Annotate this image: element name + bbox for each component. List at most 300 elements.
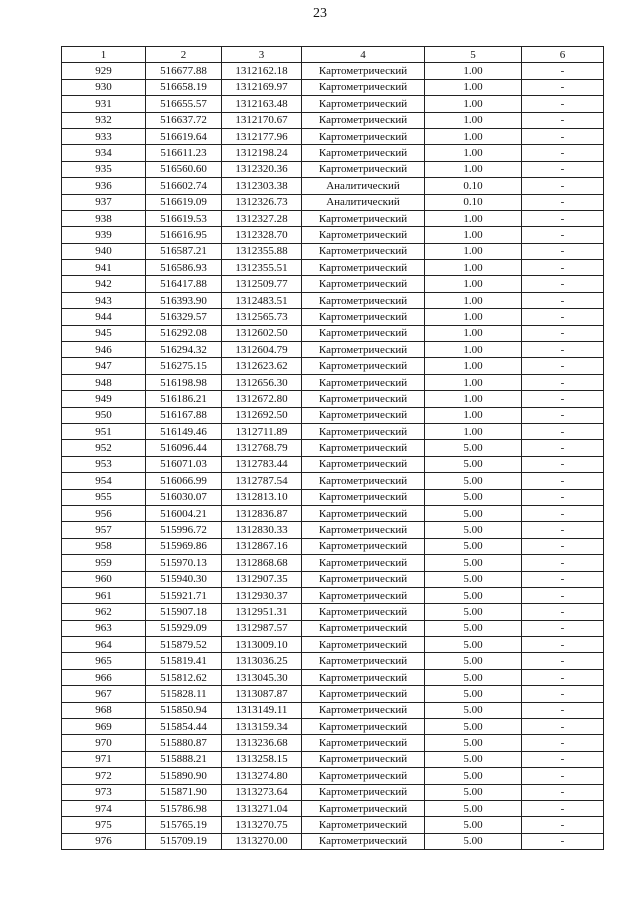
table-row [62,735,604,751]
table-cell: Картометрический [302,768,425,784]
table-row [62,276,604,292]
table-cell: 5.00 [425,571,522,587]
page-number: 23 [313,6,327,21]
table-cell: 515854.44 [146,719,222,735]
table-cell: Картометрический [302,735,425,751]
table-cell: 5.00 [425,702,522,718]
table-cell: Картометрический [302,227,425,243]
table-cell: 516275.15 [146,358,222,374]
table-cell: 5.00 [425,456,522,472]
table-cell: Картометрический [302,79,425,95]
table-cell: Картометрический [302,505,425,521]
table-cell: - [522,768,604,784]
table-cell: Картометрический [302,63,425,79]
table-cell: - [522,637,604,653]
table-cell: 1.00 [425,128,522,144]
table-cell: - [522,440,604,456]
table-row [62,63,604,79]
table-cell: 515819.41 [146,653,222,669]
table-cell: 1313236.68 [222,735,302,751]
table-cell: Картометрический [302,407,425,423]
table-cell: 968 [62,702,146,718]
table-cell: 1312951.31 [222,604,302,620]
table-cell: Картометрический [302,342,425,358]
table-row [62,571,604,587]
table-cell: Картометрический [302,669,425,685]
table-cell: Картометрический [302,128,425,144]
table-cell: 1.00 [425,391,522,407]
table-cell: 515890.90 [146,768,222,784]
table-cell: 1312656.30 [222,374,302,390]
table-cell: 963 [62,620,146,636]
table-cell: Картометрический [302,751,425,767]
table-cell: - [522,161,604,177]
table-cell: - [522,227,604,243]
table-cell: 516616.95 [146,227,222,243]
table-cell: Картометрический [302,440,425,456]
table-cell: - [522,751,604,767]
table-cell: - [522,817,604,833]
table-cell: 1312813.10 [222,489,302,505]
table-cell: 515907.18 [146,604,222,620]
table-row [62,800,604,816]
table-cell: 5.00 [425,522,522,538]
table-cell: Картометрический [302,604,425,620]
table-cell: Картометрический [302,686,425,702]
table-cell: 5.00 [425,800,522,816]
table-row [62,325,604,341]
table-row [62,440,604,456]
table-cell: 1312987.57 [222,620,302,636]
table-cell: 1.00 [425,309,522,325]
table-row [62,112,604,128]
table-cell: Картометрический [302,637,425,653]
table-cell: 1.00 [425,260,522,276]
table-cell: 516619.53 [146,210,222,226]
table-cell: 1.00 [425,374,522,390]
table-cell: 1312623.62 [222,358,302,374]
table-cell: 1312602.50 [222,325,302,341]
table-cell: 1313009.10 [222,637,302,653]
table-cell: 1312565.73 [222,309,302,325]
table-cell: 1313274.80 [222,768,302,784]
table-cell: 515969.86 [146,538,222,554]
table-row [62,309,604,325]
table-cell: 516186.21 [146,391,222,407]
table-cell: - [522,309,604,325]
table-cell: 516393.90 [146,292,222,308]
table-cell: - [522,260,604,276]
table-cell: 515929.09 [146,620,222,636]
table-cell: - [522,210,604,226]
table-row [62,555,604,571]
table-cell: 936 [62,178,146,194]
table-row [62,342,604,358]
table-cell: 5.00 [425,555,522,571]
table-cell: Картометрический [302,653,425,669]
table-row [62,178,604,194]
table-cell: 5.00 [425,620,522,636]
table-cell: 940 [62,243,146,259]
table-cell: - [522,833,604,849]
table-cell: Картометрический [302,571,425,587]
table-row [62,423,604,439]
table-cell: 972 [62,768,146,784]
table-row [62,407,604,423]
table-row [62,227,604,243]
table-cell: 1.00 [425,276,522,292]
table-cell: Картометрический [302,309,425,325]
table-cell: - [522,702,604,718]
table-cell: 1312830.33 [222,522,302,538]
table-cell: 5.00 [425,768,522,784]
table-cell: 516292.08 [146,325,222,341]
table-cell: Картометрический [302,538,425,554]
table-row [62,686,604,702]
table-cell: 947 [62,358,146,374]
table-row [62,391,604,407]
table-row [62,374,604,390]
table-cell: 1312604.79 [222,342,302,358]
table-cell: 5.00 [425,653,522,669]
table-cell: 1.00 [425,96,522,112]
table-row [62,587,604,603]
table-row [62,79,604,95]
table-cell: 950 [62,407,146,423]
table-row [62,145,604,161]
table-cell: Картометрический [302,243,425,259]
table-row [62,210,604,226]
table-cell: 1313271.04 [222,800,302,816]
table-cell: - [522,423,604,439]
table-cell: 1.00 [425,145,522,161]
table-cell: - [522,686,604,702]
table-cell: 5.00 [425,505,522,521]
table-cell: Картометрический [302,719,425,735]
table-cell: - [522,604,604,620]
table-cell: 1312787.54 [222,473,302,489]
table-cell: 1.00 [425,325,522,341]
table-row [62,128,604,144]
table-cell: 5.00 [425,833,522,849]
table-cell: 5.00 [425,473,522,489]
table-cell: 516149.46 [146,423,222,439]
table-cell: 1312163.48 [222,96,302,112]
table-cell: 516066.99 [146,473,222,489]
table-cell: 942 [62,276,146,292]
table-cell: 1.00 [425,358,522,374]
table-cell: 956 [62,505,146,521]
table-cell: 1312320.36 [222,161,302,177]
table-cell: 515786.98 [146,800,222,816]
table-cell: Картометрический [302,702,425,718]
table-cell: 5.00 [425,604,522,620]
table-cell: 943 [62,292,146,308]
table-cell: - [522,96,604,112]
table-cell: - [522,719,604,735]
table-row [62,637,604,653]
table-cell: Картометрический [302,391,425,407]
table-cell: - [522,63,604,79]
table-cell: 516294.32 [146,342,222,358]
table-cell: 515970.13 [146,555,222,571]
table-cell: - [522,473,604,489]
table-cell: 1312327.28 [222,210,302,226]
table-row [62,719,604,735]
table-cell: 932 [62,112,146,128]
table-cell: Картометрический [302,620,425,636]
table-cell: 1.00 [425,210,522,226]
table-cell: 5.00 [425,440,522,456]
table-cell: Картометрический [302,145,425,161]
table-cell: Картометрический [302,473,425,489]
table-cell: 516619.09 [146,194,222,210]
table-cell: Аналитический [302,194,425,210]
table-cell: 5.00 [425,784,522,800]
table-cell: 975 [62,817,146,833]
table-cell: Картометрический [302,260,425,276]
table-cell: 1312198.24 [222,145,302,161]
table-cell: 515888.21 [146,751,222,767]
column-header: 6 [522,47,604,63]
table-cell: 944 [62,309,146,325]
table-cell: - [522,653,604,669]
table-cell: 1312672.80 [222,391,302,407]
table-row [62,292,604,308]
column-header: 2 [146,47,222,63]
table-row [62,702,604,718]
table-cell: - [522,391,604,407]
table-row [62,833,604,849]
table-cell: Картометрический [302,423,425,439]
table-cell: 952 [62,440,146,456]
table-cell: - [522,407,604,423]
table-cell: - [522,194,604,210]
table-cell: 1312303.38 [222,178,302,194]
table-row [62,489,604,505]
table-cell: 959 [62,555,146,571]
table-cell: 516677.88 [146,63,222,79]
table-cell: 516071.03 [146,456,222,472]
table-cell: 1312483.51 [222,292,302,308]
table-cell: Картометрический [302,456,425,472]
table-row [62,522,604,538]
table-cell: 516658.19 [146,79,222,95]
table-cell: - [522,276,604,292]
table-row [62,358,604,374]
table-cell: 516586.93 [146,260,222,276]
table-cell: - [522,587,604,603]
table-cell: 964 [62,637,146,653]
table-cell: 515879.52 [146,637,222,653]
table-cell: 515996.72 [146,522,222,538]
table-row [62,653,604,669]
table-cell: 1312836.87 [222,505,302,521]
table-body [62,63,604,850]
table-cell: 515828.11 [146,686,222,702]
table-row [62,768,604,784]
table-cell: - [522,128,604,144]
table-cell: - [522,342,604,358]
table-row [62,669,604,685]
table-cell: 961 [62,587,146,603]
table-cell: 1312868.68 [222,555,302,571]
table-cell: 945 [62,325,146,341]
table-cell: 951 [62,423,146,439]
table-cell: - [522,571,604,587]
table-cell: 516587.21 [146,243,222,259]
table-cell: 516198.98 [146,374,222,390]
table-cell: 935 [62,161,146,177]
table-cell: Картометрический [302,276,425,292]
table-cell: 515765.19 [146,817,222,833]
table-cell: 516619.64 [146,128,222,144]
table-cell: - [522,669,604,685]
table-cell: 1313087.87 [222,686,302,702]
table-cell: - [522,555,604,571]
table-row [62,194,604,210]
table-cell: - [522,735,604,751]
table-cell: 931 [62,96,146,112]
table-cell: 0.10 [425,194,522,210]
table-cell: 1.00 [425,243,522,259]
table-cell: 516167.88 [146,407,222,423]
table-cell: 5.00 [425,489,522,505]
table-cell: Картометрический [302,161,425,177]
table-cell: 965 [62,653,146,669]
table-row [62,96,604,112]
table-cell: 516611.23 [146,145,222,161]
table-cell: 974 [62,800,146,816]
table-cell: - [522,112,604,128]
table-cell: 1313270.75 [222,817,302,833]
table-row [62,817,604,833]
table-cell: 5.00 [425,587,522,603]
table-cell: 1312355.51 [222,260,302,276]
table-cell: Картометрический [302,325,425,341]
table-cell: - [522,522,604,538]
table-cell: 516096.44 [146,440,222,456]
table-cell: 5.00 [425,719,522,735]
table-cell: 1.00 [425,423,522,439]
table-cell: 1313149.11 [222,702,302,718]
table-cell: 1312711.89 [222,423,302,439]
table-cell: 1.00 [425,161,522,177]
table-cell: 948 [62,374,146,390]
table-cell: Аналитический [302,178,425,194]
table-cell: 516602.74 [146,178,222,194]
table-cell: 938 [62,210,146,226]
table-cell: 515812.62 [146,669,222,685]
table-cell: 971 [62,751,146,767]
coordinates-table [61,46,604,850]
table-cell: 1312692.50 [222,407,302,423]
table-cell: 954 [62,473,146,489]
table-cell: 1.00 [425,227,522,243]
table-cell: 0.10 [425,178,522,194]
table-cell: 1312169.97 [222,79,302,95]
table-cell: 955 [62,489,146,505]
table-cell: Картометрический [302,555,425,571]
table-row [62,784,604,800]
table-row [62,751,604,767]
table-row [62,456,604,472]
column-header: 5 [425,47,522,63]
table-cell: Картометрический [302,112,425,128]
table-cell: Картометрический [302,374,425,390]
table-cell: 1313273.64 [222,784,302,800]
table-cell: 5.00 [425,538,522,554]
table-cell: 515940.30 [146,571,222,587]
table-cell: 1312355.88 [222,243,302,259]
table-cell: 1312783.44 [222,456,302,472]
table-cell: 515709.19 [146,833,222,849]
table-row [62,161,604,177]
table-cell: 970 [62,735,146,751]
table-cell: 515880.87 [146,735,222,751]
table-cell: 929 [62,63,146,79]
table-cell: 1.00 [425,63,522,79]
table-cell: - [522,178,604,194]
column-header: 4 [302,47,425,63]
table-cell: 516560.60 [146,161,222,177]
table-cell: 1312509.77 [222,276,302,292]
table-cell: Картометрический [302,587,425,603]
table-cell: 1.00 [425,112,522,128]
table-cell: 1.00 [425,292,522,308]
table-cell: 515871.90 [146,784,222,800]
table-cell: 957 [62,522,146,538]
table-cell: - [522,489,604,505]
table-row [62,505,604,521]
table-cell: 5.00 [425,686,522,702]
table-cell: 1.00 [425,79,522,95]
table-row [62,473,604,489]
table-cell: 5.00 [425,751,522,767]
table-cell: Картометрический [302,522,425,538]
table-cell: Картометрический [302,292,425,308]
table-cell: 960 [62,571,146,587]
table-cell: Картометрический [302,784,425,800]
table-cell: 516637.72 [146,112,222,128]
table-header-row [62,47,604,63]
table-cell: - [522,358,604,374]
table-cell: 516655.57 [146,96,222,112]
table-cell: 934 [62,145,146,161]
column-header: 3 [222,47,302,63]
table-cell: 969 [62,719,146,735]
table-row [62,538,604,554]
table-cell: 1313270.00 [222,833,302,849]
table-cell: 930 [62,79,146,95]
table-cell: 1312768.79 [222,440,302,456]
table-cell: 516030.07 [146,489,222,505]
table-cell: 5.00 [425,735,522,751]
table-cell: 1312326.73 [222,194,302,210]
table-cell: 1312162.18 [222,63,302,79]
table-cell: 5.00 [425,669,522,685]
table-cell: 1312867.16 [222,538,302,554]
table-cell: 933 [62,128,146,144]
table-cell: 1313258.15 [222,751,302,767]
table-cell: - [522,79,604,95]
table-cell: Картометрический [302,210,425,226]
table-cell: - [522,784,604,800]
table-cell: 1312907.35 [222,571,302,587]
table-cell: Картометрический [302,800,425,816]
table-cell: - [522,374,604,390]
table-cell: 515850.94 [146,702,222,718]
